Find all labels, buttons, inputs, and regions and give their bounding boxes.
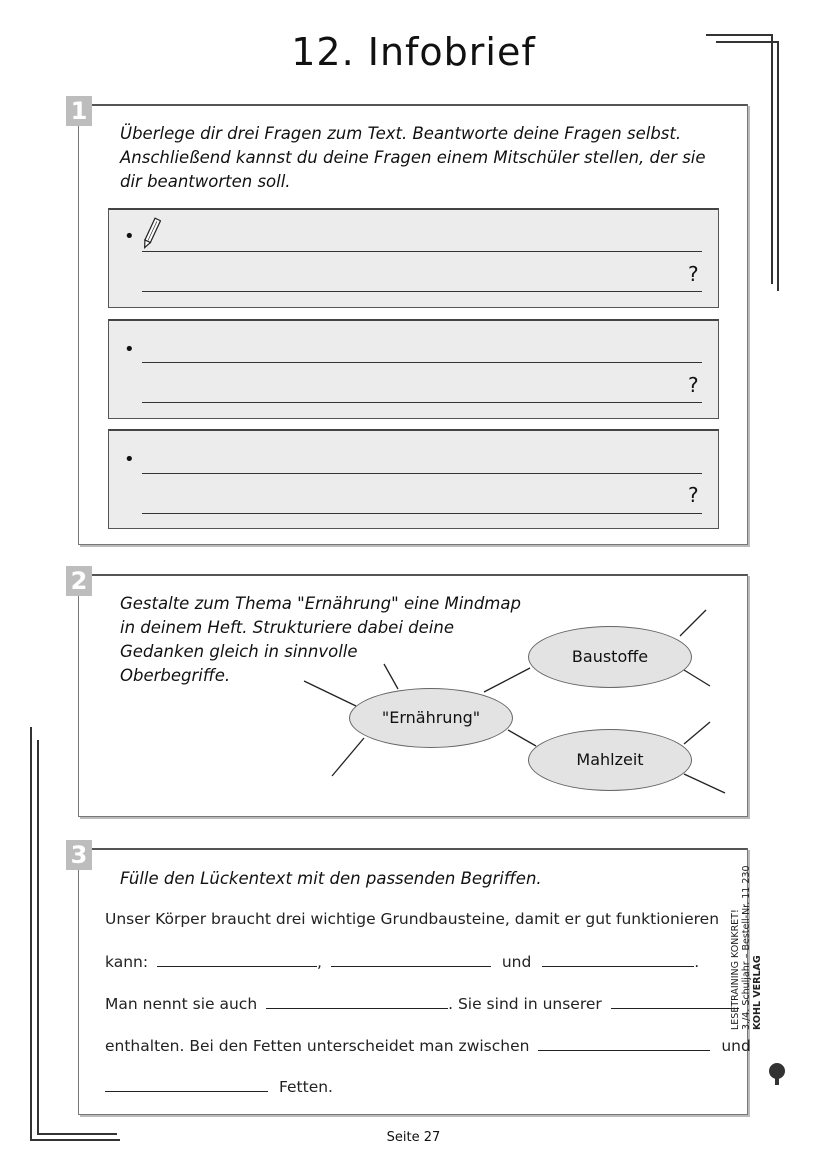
cloze-text: . bbox=[694, 953, 700, 971]
bullet: • bbox=[124, 339, 135, 360]
cloze-line-1 bbox=[105, 910, 719, 928]
blank-field[interactable] bbox=[538, 1036, 710, 1051]
cloze-text: und bbox=[721, 1037, 751, 1055]
instruction-line: Anschließend kannst du deine Fragen einem Mitschüler stellen, der sie bbox=[120, 148, 706, 167]
publisher-sidetext bbox=[730, 790, 763, 1030]
cloze-line-3 bbox=[105, 994, 739, 1013]
publisher-logo-icon bbox=[766, 1062, 788, 1086]
mindmap-node-label: Baustoffe bbox=[571, 647, 649, 666]
mindmap-node-baustoffe bbox=[528, 626, 692, 688]
page-title: 12. Infobrief bbox=[291, 30, 536, 74]
mindmap-node-mahlzeit bbox=[528, 729, 692, 791]
cloze-line-4 bbox=[105, 1036, 751, 1055]
section-3-instruction: Fülle den Lückentext mit den passenden Begriffen. bbox=[120, 869, 542, 888]
blank-field[interactable] bbox=[331, 952, 491, 967]
bullet: • bbox=[124, 449, 135, 470]
section-1-number: 1 bbox=[66, 96, 92, 126]
publisher-order-no: Bestell-Nr. 11 230 bbox=[741, 865, 752, 951]
blank-field[interactable] bbox=[266, 994, 448, 1009]
instruction-line: Überlege dir drei Fragen zum Text. Beantworte deine Fragen selbst. bbox=[120, 124, 682, 143]
page-footer: Seite 27 bbox=[386, 1130, 441, 1145]
cloze-text: Unser Körper braucht drei wichtige Grundbausteine, damit er gut funktionieren bbox=[105, 910, 720, 928]
cloze-text: , bbox=[317, 953, 322, 971]
blank-field[interactable] bbox=[157, 952, 317, 967]
section-3-number: 3 bbox=[66, 840, 92, 870]
instruction-line: Gedanken gleich in sinnvolle bbox=[120, 642, 358, 661]
instruction-line: Gestalte zum Thema "Ernährung" eine Mindmap bbox=[120, 594, 521, 613]
cloze-text: kann: bbox=[105, 953, 149, 971]
blank-field[interactable] bbox=[542, 952, 694, 967]
publisher-brand: KOHL VERLAG bbox=[752, 955, 763, 1030]
publisher-series: LESETRAINING KONKRET! bbox=[730, 909, 741, 1030]
question-mark: ? bbox=[688, 262, 699, 286]
publisher-grade-order: 3./4. Schuljahr – Bestell-Nr. 11 230 bbox=[741, 865, 752, 1030]
mindmap-node-label: Mahlzeit bbox=[576, 750, 644, 769]
mindmap-center-label: "Ernährung" bbox=[381, 708, 481, 727]
section-2-number: 2 bbox=[66, 566, 92, 596]
mindmap-center-node bbox=[349, 688, 513, 748]
cloze-text: Fetten. bbox=[278, 1078, 333, 1096]
blank-field[interactable] bbox=[611, 994, 739, 1009]
instruction-line: dir beantworten soll. bbox=[120, 172, 291, 191]
instruction-line: in deinem Heft. Strukturiere dabei deine bbox=[120, 618, 454, 637]
question-mark: ? bbox=[688, 483, 699, 507]
cloze-text: Man nennt sie auch bbox=[105, 995, 258, 1013]
question-mark: ? bbox=[688, 373, 699, 397]
publisher-grade: 3./4. Schuljahr bbox=[741, 961, 752, 1030]
blank-field[interactable] bbox=[105, 1077, 268, 1092]
cloze-text: . Sie sind in unserer bbox=[448, 995, 602, 1013]
cloze-text: und bbox=[501, 953, 532, 971]
bullet: • bbox=[124, 226, 135, 247]
instruction-line: Oberbegriffe. bbox=[120, 666, 231, 685]
cloze-line-2 bbox=[105, 952, 699, 971]
cloze-text: enthalten. Bei den Fetten unterscheidet man zwischen bbox=[105, 1037, 530, 1055]
cloze-line-5 bbox=[105, 1077, 333, 1096]
